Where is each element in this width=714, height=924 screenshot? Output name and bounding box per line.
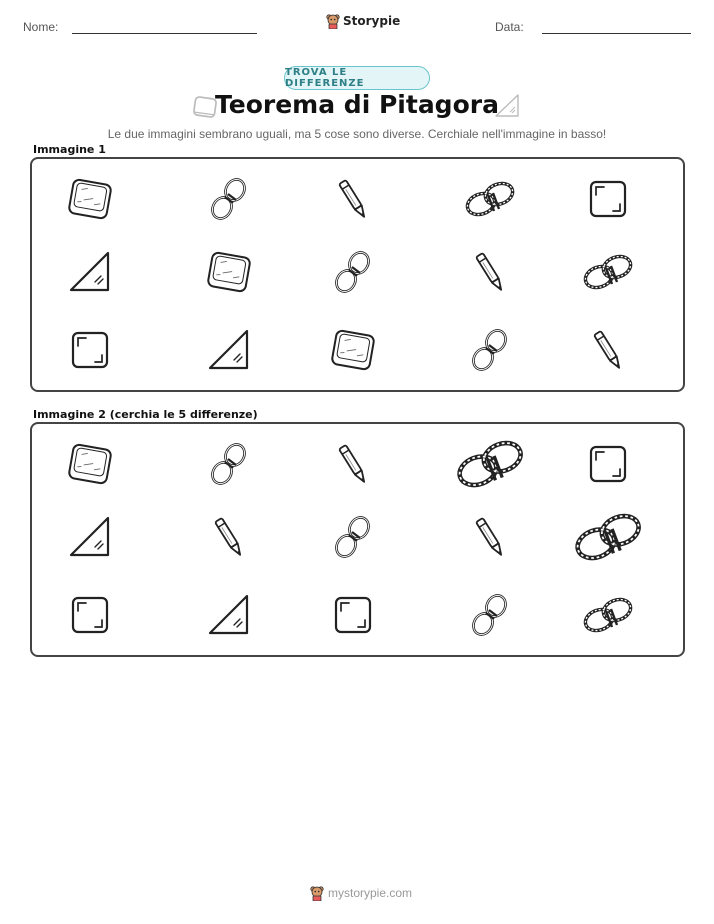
rope-large-icon	[464, 176, 516, 222]
pencil-icon	[335, 175, 371, 223]
set-square-icon	[207, 593, 251, 637]
bear-icon	[326, 13, 340, 29]
square-icon	[588, 179, 628, 219]
rope-icon	[331, 249, 375, 295]
pencil-icon	[211, 513, 247, 561]
rope-icon	[468, 327, 512, 373]
page-title: Teorema di Pitagora	[215, 90, 499, 119]
panel-2-label: Immagine 2 (cerchia le 5 differenze)	[33, 408, 258, 421]
name-line	[72, 33, 257, 34]
eraser-icon	[330, 327, 376, 373]
rope-icon	[207, 441, 251, 487]
set-square-icon	[68, 515, 112, 559]
date-label: Data:	[495, 20, 524, 34]
instructions: Le due immagini sembrano uguali, ma 5 cose sono diverse. Cerchiale nell'immagine in basso!	[107, 127, 607, 141]
pencil-icon	[335, 440, 371, 488]
rope-large-icon	[582, 592, 634, 638]
rope-large-icon	[573, 506, 643, 568]
set-square-icon	[495, 93, 521, 124]
square-icon	[333, 595, 373, 635]
eraser-icon	[67, 441, 113, 487]
rope-large-icon	[455, 433, 525, 495]
footer-url: mystorypie.com	[328, 886, 413, 900]
panel-1-label: Immagine 1	[33, 143, 106, 156]
square-icon	[70, 595, 110, 635]
bear-icon	[310, 885, 324, 901]
set-square-icon	[68, 250, 112, 294]
brand-logo	[326, 13, 400, 29]
brand-name: Storypie	[343, 14, 401, 28]
eraser-icon	[67, 176, 113, 222]
rope-large-icon	[582, 249, 634, 295]
pencil-icon	[590, 326, 626, 374]
pencil-icon	[472, 248, 508, 296]
square-icon	[588, 444, 628, 484]
rope-icon	[207, 176, 251, 222]
footer	[310, 885, 412, 901]
rope-icon	[468, 592, 512, 638]
pencil-icon	[472, 513, 508, 561]
name-label: Nome:	[23, 20, 59, 34]
square-icon	[70, 330, 110, 370]
date-line	[542, 33, 691, 34]
activity-badge: TROVA LE DIFFERENZE	[284, 66, 430, 90]
eraser-icon	[206, 249, 252, 295]
set-square-icon	[207, 328, 251, 372]
rope-icon	[331, 514, 375, 560]
